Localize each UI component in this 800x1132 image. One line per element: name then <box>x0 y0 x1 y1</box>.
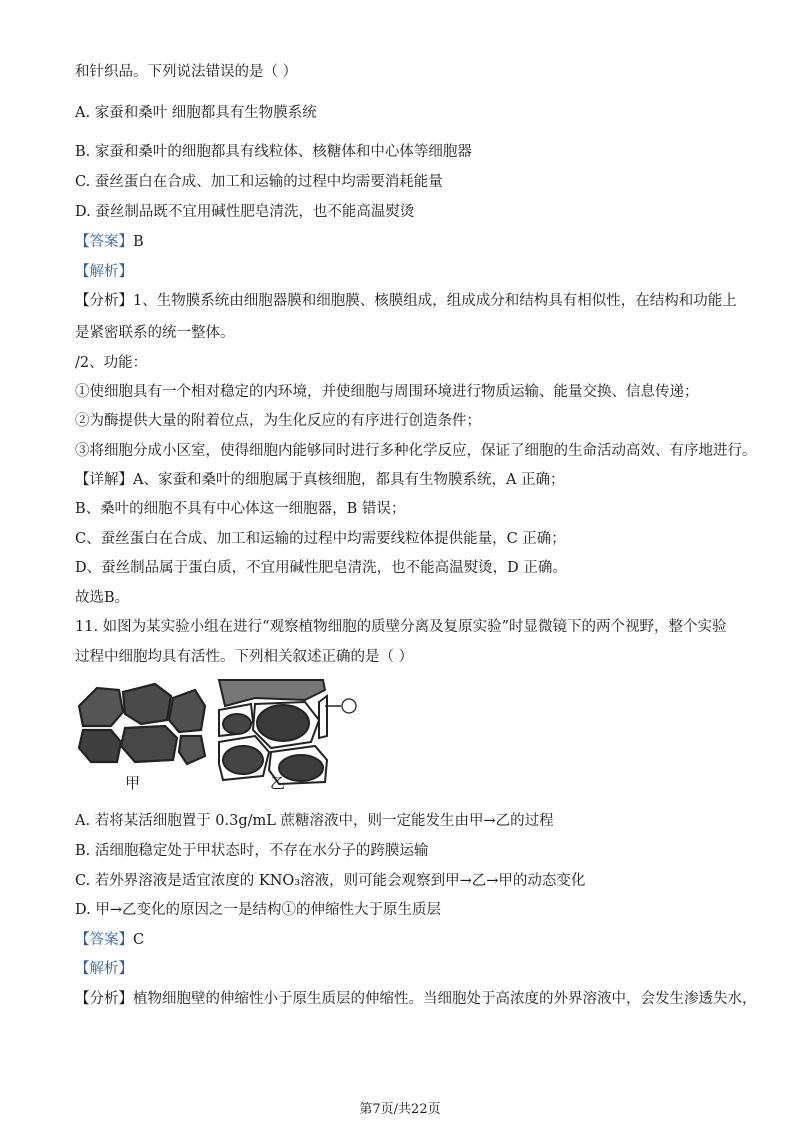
page-footer: 第7页/共22页 <box>359 1102 441 1117</box>
cell-group-yi <box>219 680 327 784</box>
option-c: C. 若外界溶液是适宜浓度的 KNO₃溶液，则可能会观察到甲→乙→甲的动态变化 <box>75 873 586 889</box>
text-line: 【分析】1、生物膜系统由细胞器膜和细胞膜、核膜组成，组成成分和结构具有相似性，在结构和功能上 <box>75 293 737 309</box>
analysis-tag: 【解析】 <box>75 264 133 280</box>
option-a: A. 家蚕和桑叶 细胞都具有生物膜系统 <box>75 105 317 121</box>
question-stem: 11. 如图为某实验小组在进行“观察植物细胞的质壁分离及复原实验”时显微镜下的两个视野，整个实验 <box>75 619 727 635</box>
question-stem: 过程中细胞均具有活性。下列相关叙述正确的是（ ） <box>75 649 414 665</box>
text-line: 故选B。 <box>75 590 130 606</box>
text-line: 【分析】植物细胞壁的伸缩性小于原生质层的伸缩性。当细胞处于高浓度的外界溶液中，会发生渗透失水， <box>75 991 757 1007</box>
figure-label-jia: 甲 <box>125 774 141 792</box>
option-b: B. 家蚕和桑叶的细胞都具有线粒体、核糖体和中心体等细胞器 <box>75 144 472 160</box>
option-a: A. 若将某活细胞置于 0.3g/mL 蔗糖溶液中，则一定能发生由甲→乙的过程 <box>75 813 554 829</box>
text-line: 【详解】A、家蚕和桑叶的细胞属于真核细胞，都具有生物膜系统，A 正确； <box>75 472 565 488</box>
text-line: /2、功能： <box>75 355 148 371</box>
option-c: C. 蚕丝蛋白在合成、加工和运输的过程中均需要消耗能量 <box>75 174 443 190</box>
option-d: D. 甲→乙变化的原因之一是结构①的伸缩性大于原生质层 <box>75 902 441 918</box>
analysis-tag: 【解析】 <box>75 961 133 977</box>
text-line: C、蚕丝蛋白在合成、加工和运输的过程中均需要线粒体提供能量，C 正确； <box>75 531 566 547</box>
cell-figure <box>75 676 375 792</box>
answer-line: 【答案】B <box>75 234 144 250</box>
text-line: ③将细胞分成小区室，使得细胞内能够同时进行多种化学反应，保证了细胞的生命活动高效、有序地进行。 <box>75 443 757 459</box>
figure-label-yi: 乙 <box>270 774 286 792</box>
option-d: D. 蚕丝制品既不宜用碱性肥皂清洗，也不能高温熨烫 <box>75 204 415 220</box>
text-line: B、桑叶的细胞不具有中心体这一细胞器，B 错误； <box>75 501 406 517</box>
text-line: 和针织品。下列说法错误的是（ ） <box>75 64 298 80</box>
option-b: B. 活细胞稳定处于甲状态时，不存在水分子的跨膜运输 <box>75 843 429 859</box>
text-line: ②为酶提供大量的附着位点，为生化反应的有序进行创造条件； <box>75 413 481 429</box>
text-line: 是紧密联系的统一整体。 <box>75 325 235 341</box>
text-line: D、蚕丝制品属于蛋白质，不宜用碱性肥皂清洗，也不能高温熨烫，D 正确。 <box>75 560 567 576</box>
answer-line: 【答案】C <box>75 932 145 948</box>
cell-group-jia <box>77 682 205 764</box>
text-line: ①使细胞具有一个相对稳定的内环境，并使细胞与周围环境进行物质运输、能量交换、信息传递； <box>75 384 699 400</box>
cell-micrograph <box>75 676 375 792</box>
